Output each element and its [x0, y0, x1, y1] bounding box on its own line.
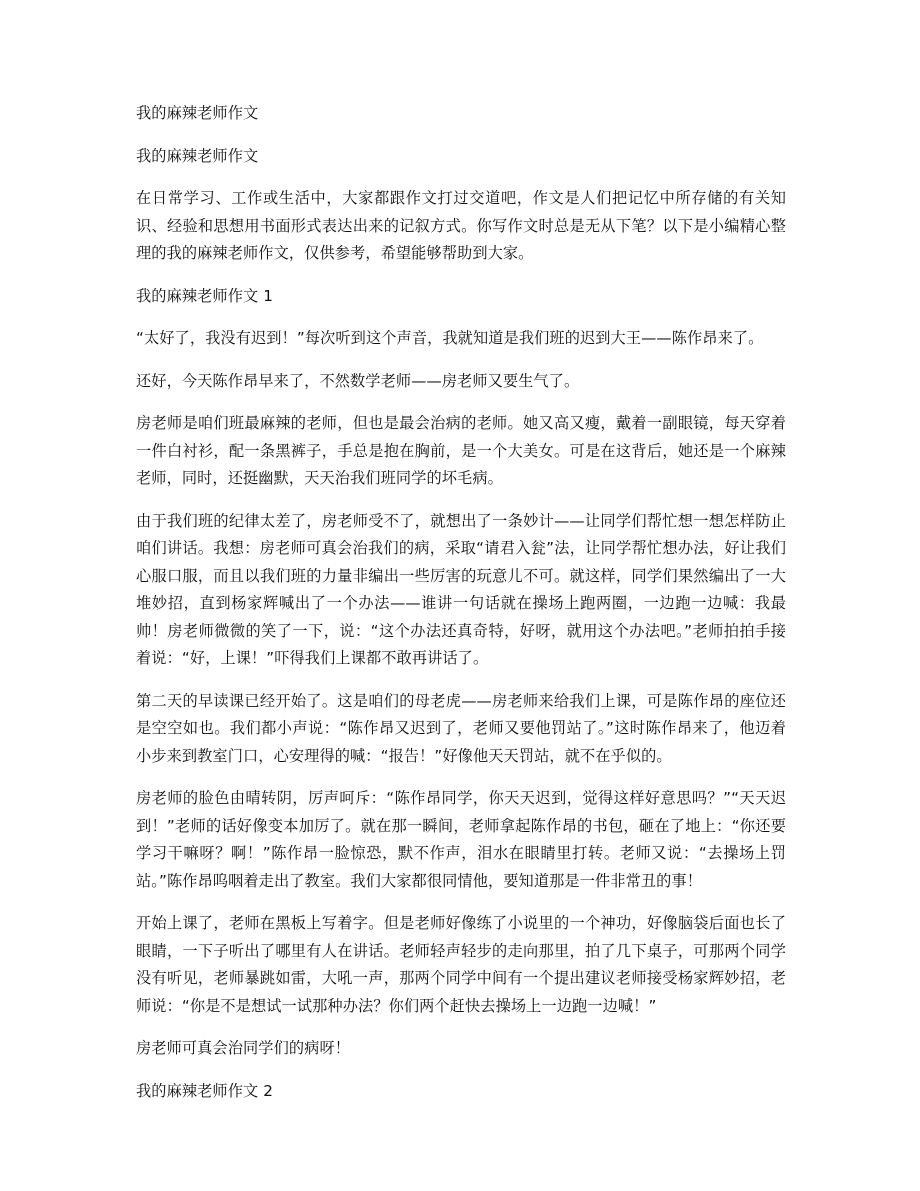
essay-1-paragraph: 房老师是咱们班最麻辣的老师，但也是最会治病的老师。她又高又瘦，戴着一副眼镜，每天穿着一件白衬衫，配一条黑裤子，手总是抱在胸前，是一个大美女。可是在这背后，她还是一个麻辣老师，同时，还挺幽默，天天治我们班同学的坏毛病。	[136, 414, 786, 487]
essay-1-paragraph: 由于我们班的纪律太差了，房老师受不了，就想出了一条妙计——让同学们帮忙想一想怎样防止咱们讲话。我想：房老师可真会治我们的病，采取“请君入瓮”法，让同学帮忙想办法，好让我们心服口服，而且以我们班的力量非编出一些厉害的玩意儿不可。就这样，同学们果然编出了一大堆妙招，直到杨家辉喊出了一个办法——谁讲一句话就在操场上跑两圈，一边跑一边喊：我最帅！房老师微微的笑了一下，说：“这个办法还真奇特，好呀，就用这个办法吧。”老师拍拍手接着说：“好，上课！”吓得我们上课都不敢再讲话了。	[136, 511, 786, 667]
essay-1-paragraph: 房老师可真会治同学们的病呀！	[136, 1039, 351, 1057]
essay-1-paragraph: 还好，今天陈作昂早来了，不然数学老师——房老师又要生气了。	[136, 371, 580, 390]
document-subtitle: 我的麻辣老师作文	[136, 146, 259, 165]
essay-1-heading: 我的麻辣老师作文 1	[136, 286, 273, 305]
essay-1-paragraph: “太好了，我没有迟到！”每次听到这个声音，我就知道是我们班的迟到大王——陈作昂来了。	[136, 329, 764, 347]
essay-1-paragraph: 开始上课了，老师在黑板上写着字。但是老师好像练了小说里的一个神功，好像脑袋后面也长了眼睛，一下子听出了哪里有人在讲话。老师轻声轻步的走向那里，拍了几下桌子，可那两个同学没有听见，老师暴跳如雷，大吼一声，那两个同学中间有一个提出建议老师接受杨家辉妙招，老师说：“你是不是想试一试那种办法？你们两个赶快去操场上一边跑一边喊！”	[136, 914, 786, 1015]
essay-2-heading: 我的麻辣老师作文 2	[136, 1081, 273, 1100]
intro-paragraph: 在日常学习、工作或生活中，大家都跟作文打过交道吧，作文是人们把记忆中所存储的有关知识、经验和思想用书面形式表达出来的记叙方式。你写作文时总是无从下笔？以下是小编精心整理的我的麻辣老师作文，仅供参考，希望能够帮助到大家。	[136, 189, 786, 262]
essay-1-paragraph: 房老师的脸色由晴转阴，厉声呵斥：“陈作昂同学，你天天迟到，觉得这样好意思吗？”“天天迟到！”老师的话好像变本加厉了。就在那一瞬间，老师拿起陈作昂的书包，砸在了地上：“你还要学习干嘛呀？啊！”陈作昂一脸惊恐，默不作声，泪水在眼睛里打转。老师又说：“去操场上罚站。”陈作昂呜咽着走出了教室。我们大家都很同情他，要知道那是一件非常丑的事！	[136, 789, 786, 890]
document-title: 我的麻辣老师作文	[136, 104, 259, 122]
document-page	[136, 100, 786, 1120]
essay-1-paragraph: 第二天的早读课已经开始了。这是咱们的母老虎——房老师来给我们上课，可是陈作昂的座位还是空空如也。我们都小声说：“陈作昂又迟到了，老师又要他罚站了。”这时陈作昂来了，他迈着小步来到教室门口，心安理得的喊：“报告！”好像他天天罚站，就不在乎似的。	[136, 691, 786, 765]
